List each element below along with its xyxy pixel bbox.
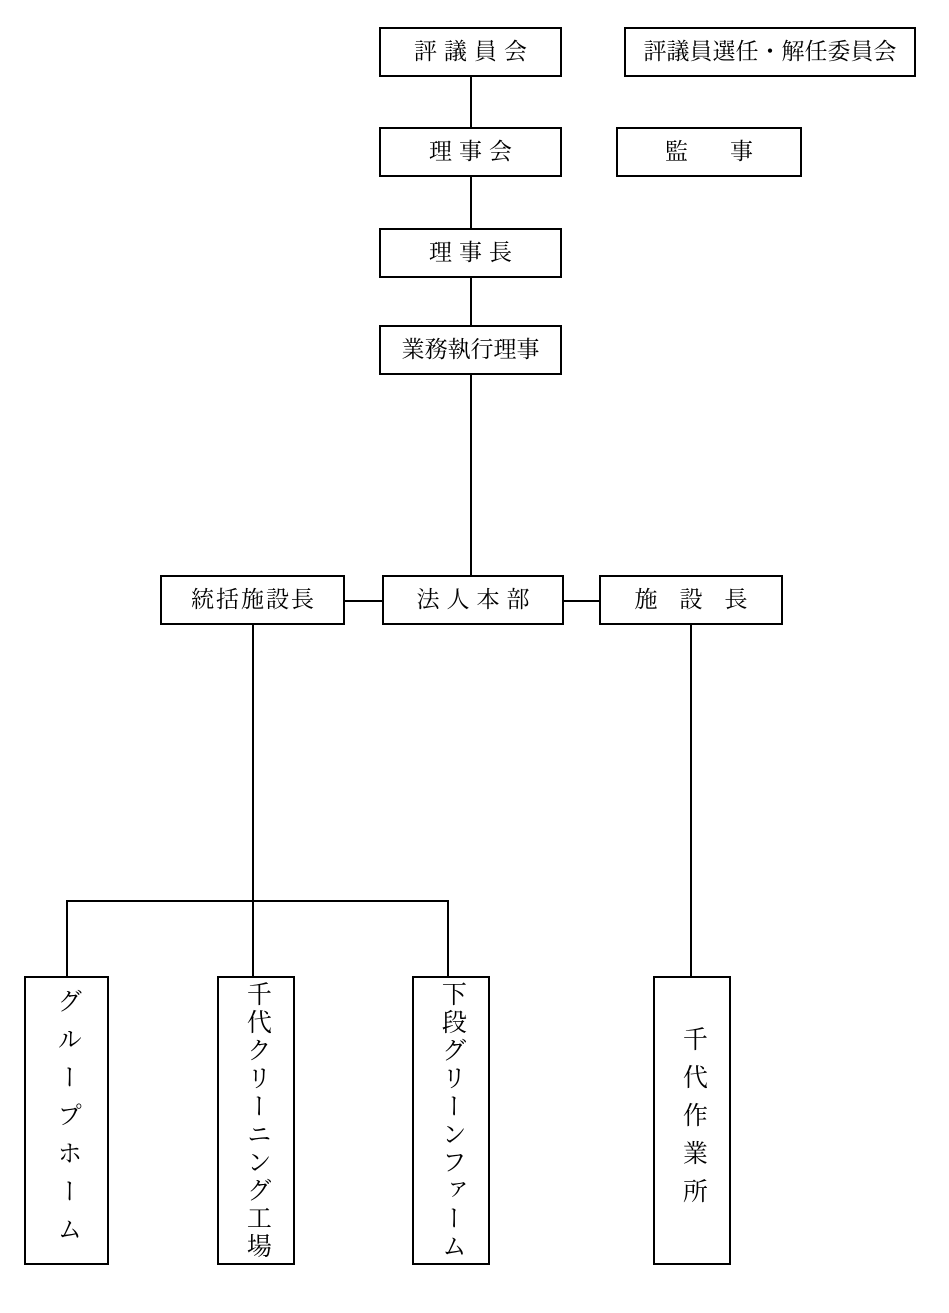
node-hyogiinkai[interactable] — [379, 27, 562, 77]
node-gyomu-shikko-riji[interactable] — [379, 325, 562, 375]
node-rijicho[interactable] — [379, 228, 562, 278]
connector-branch-green-farm — [447, 900, 449, 976]
node-shisetsucho[interactable] — [599, 575, 783, 625]
node-tokatsu-shisetsucho[interactable] — [160, 575, 345, 625]
node-label: 施設長 — [634, 587, 770, 613]
connector-shisetsucho-sagyosho — [690, 624, 692, 977]
node-label: 評議員選任・解任委員会 — [643, 39, 897, 65]
node-hyogiin-senin-kainin-iinkai[interactable] — [624, 27, 916, 77]
connector-gyomu-honbu — [470, 374, 472, 577]
node-hojin-honbu[interactable] — [382, 575, 564, 625]
connector-rijikai-rijicho — [470, 177, 472, 228]
connector-honbu-shisetsucho — [564, 600, 600, 602]
node-rijikai[interactable] — [379, 127, 562, 177]
node-label: 統括施設長 — [191, 587, 316, 613]
node-label: 千代作業所 — [679, 1025, 707, 1216]
node-label: 評議員会 — [414, 39, 534, 65]
node-label: 理事長 — [429, 240, 519, 266]
node-chiyo-cleaning-kojo[interactable] — [217, 976, 295, 1265]
node-label: 業務執行理事 — [401, 337, 540, 363]
node-label: 千代クリーニング工場 — [243, 980, 271, 1261]
connector-hyogiinkai-rijikai — [470, 76, 472, 127]
node-chiyo-sagyosho[interactable] — [653, 976, 731, 1265]
node-gedan-green-farm[interactable] — [412, 976, 490, 1265]
node-kanji[interactable] — [616, 127, 802, 177]
node-label: 監事 — [665, 139, 795, 165]
connector-branch-group-home — [66, 900, 68, 976]
node-label: 理事会 — [429, 139, 519, 165]
connector-branch-cleaning — [252, 900, 254, 976]
node-label: 法人本部 — [416, 587, 537, 613]
node-label: 下段グリーンファーム — [438, 980, 466, 1261]
connector-rijicho-gyomu — [470, 277, 472, 325]
connector-honbu-tokatsu — [344, 600, 382, 602]
connector-tokatsu-branch-bar — [66, 900, 448, 902]
node-label: グループホーム — [53, 987, 81, 1254]
node-group-home[interactable] — [24, 976, 109, 1265]
